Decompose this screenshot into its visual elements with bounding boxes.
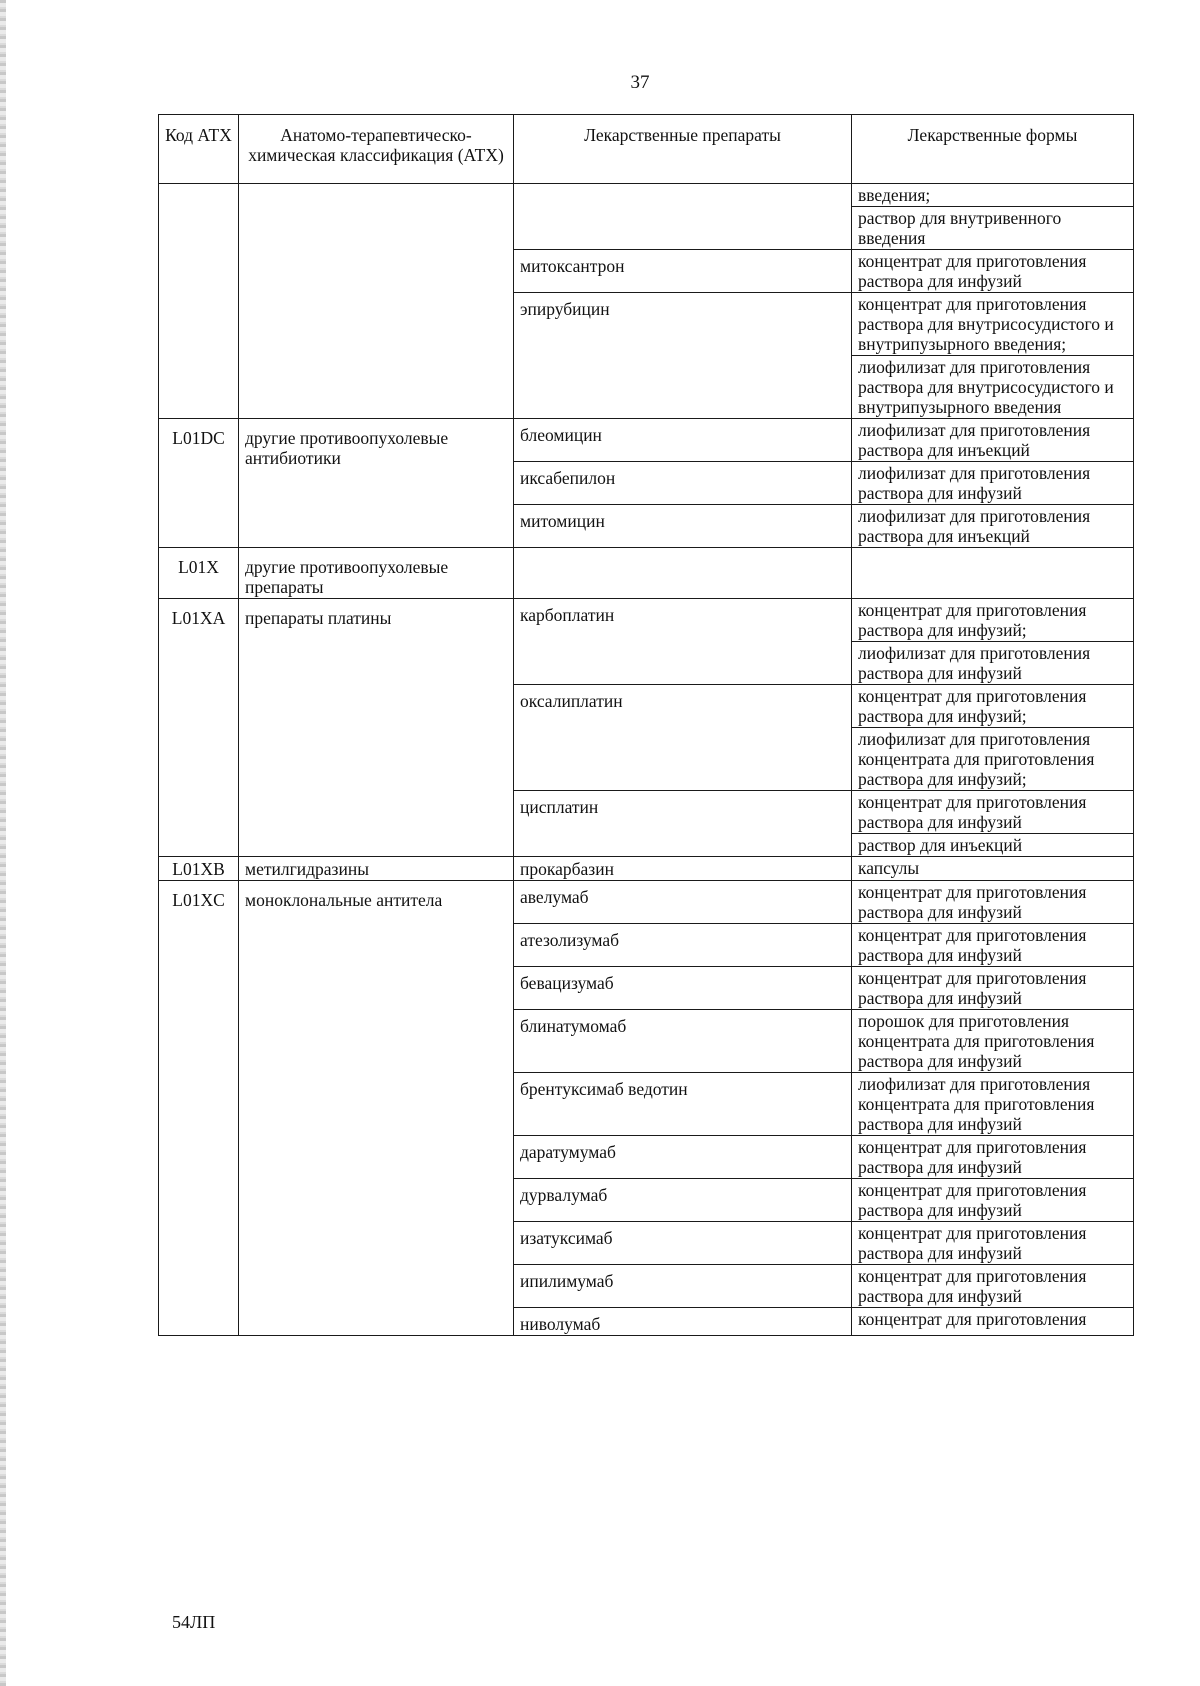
drug-name-cell: даратумумаб — [514, 1136, 852, 1179]
atc-name-cell: препараты платины — [239, 599, 514, 857]
drug-name-cell: блинатумомаб — [514, 1010, 852, 1073]
drug-name-cell: карбоплатин — [514, 599, 852, 685]
atc-code-cell — [159, 184, 239, 419]
drug-name-cell: дурвалумаб — [514, 1179, 852, 1222]
dosage-form-cell: капсулы — [852, 857, 1134, 881]
dosage-form-cell: лиофилизат для приготовления концентрата для приготовления раствора для инфузий; — [852, 728, 1134, 791]
table-row — [159, 599, 1134, 642]
dosage-form-cell: концентрат для приготовления раствора для инфузий — [852, 967, 1134, 1010]
dosage-form-cell: введения; — [852, 184, 1134, 207]
atc-code-cell: L01DC — [159, 419, 239, 548]
atc-code-cell: L01XA — [159, 599, 239, 857]
dosage-form-cell: лиофилизат для приготовления раствора для инъекций — [852, 419, 1134, 462]
atc-code-cell: L01X — [159, 548, 239, 599]
drug-name-cell: эпирубицин — [514, 293, 852, 419]
drug-name-cell: ниволумаб — [514, 1308, 852, 1336]
dosage-form-cell: концентрат для приготовления раствора для инфузий — [852, 1265, 1134, 1308]
drug-name-cell: авелумаб — [514, 881, 852, 924]
drug-name-cell — [514, 548, 852, 599]
dosage-form-cell: концентрат для приготовления раствора для инфузий — [852, 924, 1134, 967]
drug-name-cell: митомицин — [514, 505, 852, 548]
dosage-form-cell: концентрат для приготовления раствора для внутрисосудистого и внутрипузырного введения; — [852, 293, 1134, 356]
dosage-form-cell: концентрат для приготовления раствора для инфузий — [852, 1136, 1134, 1179]
dosage-form-cell: концентрат для приготовления раствора для инфузий — [852, 1179, 1134, 1222]
atc-name-cell: моноклональные антитела — [239, 881, 514, 1336]
table-row — [159, 857, 1134, 881]
dosage-form-cell: концентрат для приготовления раствора для инфузий; — [852, 599, 1134, 642]
drug-name-cell: цисплатин — [514, 791, 852, 857]
table-row — [159, 419, 1134, 462]
drug-name-cell: изатуксимаб — [514, 1222, 852, 1265]
dosage-form-cell: концентрат для приготовления раствора для инфузий — [852, 1222, 1134, 1265]
dosage-form-cell: концентрат для приготовления раствора для инфузий; — [852, 685, 1134, 728]
document-footer-code: 54ЛП — [172, 1612, 216, 1632]
atc-name-cell: другие противоопухолевые антибиотики — [239, 419, 514, 548]
header-atc-code: Код АТХ — [159, 115, 239, 184]
dosage-form-cell: раствор для внутривенного введения — [852, 207, 1134, 250]
table-row — [159, 881, 1134, 924]
drug-name-cell: митоксантрон — [514, 250, 852, 293]
table-header-row — [159, 115, 1134, 184]
drug-classification-table — [158, 114, 1134, 1336]
scan-edge — [0, 0, 6, 1686]
atc-name-cell — [239, 184, 514, 419]
drug-name-cell: ипилимумаб — [514, 1265, 852, 1308]
table-row — [159, 548, 1134, 599]
table-row — [159, 184, 1134, 207]
dosage-form-cell: лиофилизат для приготовления раствора для инъекций — [852, 505, 1134, 548]
atc-name-cell: другие противоопухолевые препараты — [239, 548, 514, 599]
dosage-form-cell: концентрат для приготовления — [852, 1308, 1134, 1336]
drug-name-cell: брентуксимаб ведотин — [514, 1073, 852, 1136]
drug-name-cell: атезолизумаб — [514, 924, 852, 967]
dosage-form-cell: лиофилизат для приготовления концентрата для приготовления раствора для инфузий — [852, 1073, 1134, 1136]
header-dosage-forms: Лекарственные формы — [852, 115, 1134, 184]
dosage-form-cell: лиофилизат для приготовления раствора для инфузий — [852, 462, 1134, 505]
drug-name-cell: иксабепилон — [514, 462, 852, 505]
atc-name-cell: метилгидразины — [239, 857, 514, 881]
drug-name-cell — [514, 184, 852, 250]
drug-name-cell: прокарбазин — [514, 857, 852, 881]
dosage-form-cell: концентрат для приготовления раствора для инфузий — [852, 881, 1134, 924]
atc-code-cell: L01XB — [159, 857, 239, 881]
dosage-form-cell: концентрат для приготовления раствора для инфузий — [852, 250, 1134, 293]
drug-name-cell: бевацизумаб — [514, 967, 852, 1010]
header-drugs: Лекарственные препараты — [514, 115, 852, 184]
header-atc-classification: Анатомо-терапевтическо-химическая классификация (АТХ) — [239, 115, 514, 184]
drug-name-cell: блеомицин — [514, 419, 852, 462]
dosage-form-cell: порошок для приготовления концентрата для приготовления раствора для инфузий — [852, 1010, 1134, 1073]
dosage-form-cell: лиофилизат для приготовления раствора для внутрисосудистого и внутрипузырного введения — [852, 356, 1134, 419]
drug-name-cell: оксалиплатин — [514, 685, 852, 791]
dosage-form-cell: лиофилизат для приготовления раствора для инфузий — [852, 642, 1134, 685]
page-number: 37 — [630, 72, 650, 93]
dosage-form-cell: концентрат для приготовления раствора для инфузий — [852, 791, 1134, 834]
dosage-form-cell — [852, 548, 1134, 599]
dosage-form-cell: раствор для инъекций — [852, 834, 1134, 857]
atc-code-cell: L01XC — [159, 881, 239, 1336]
